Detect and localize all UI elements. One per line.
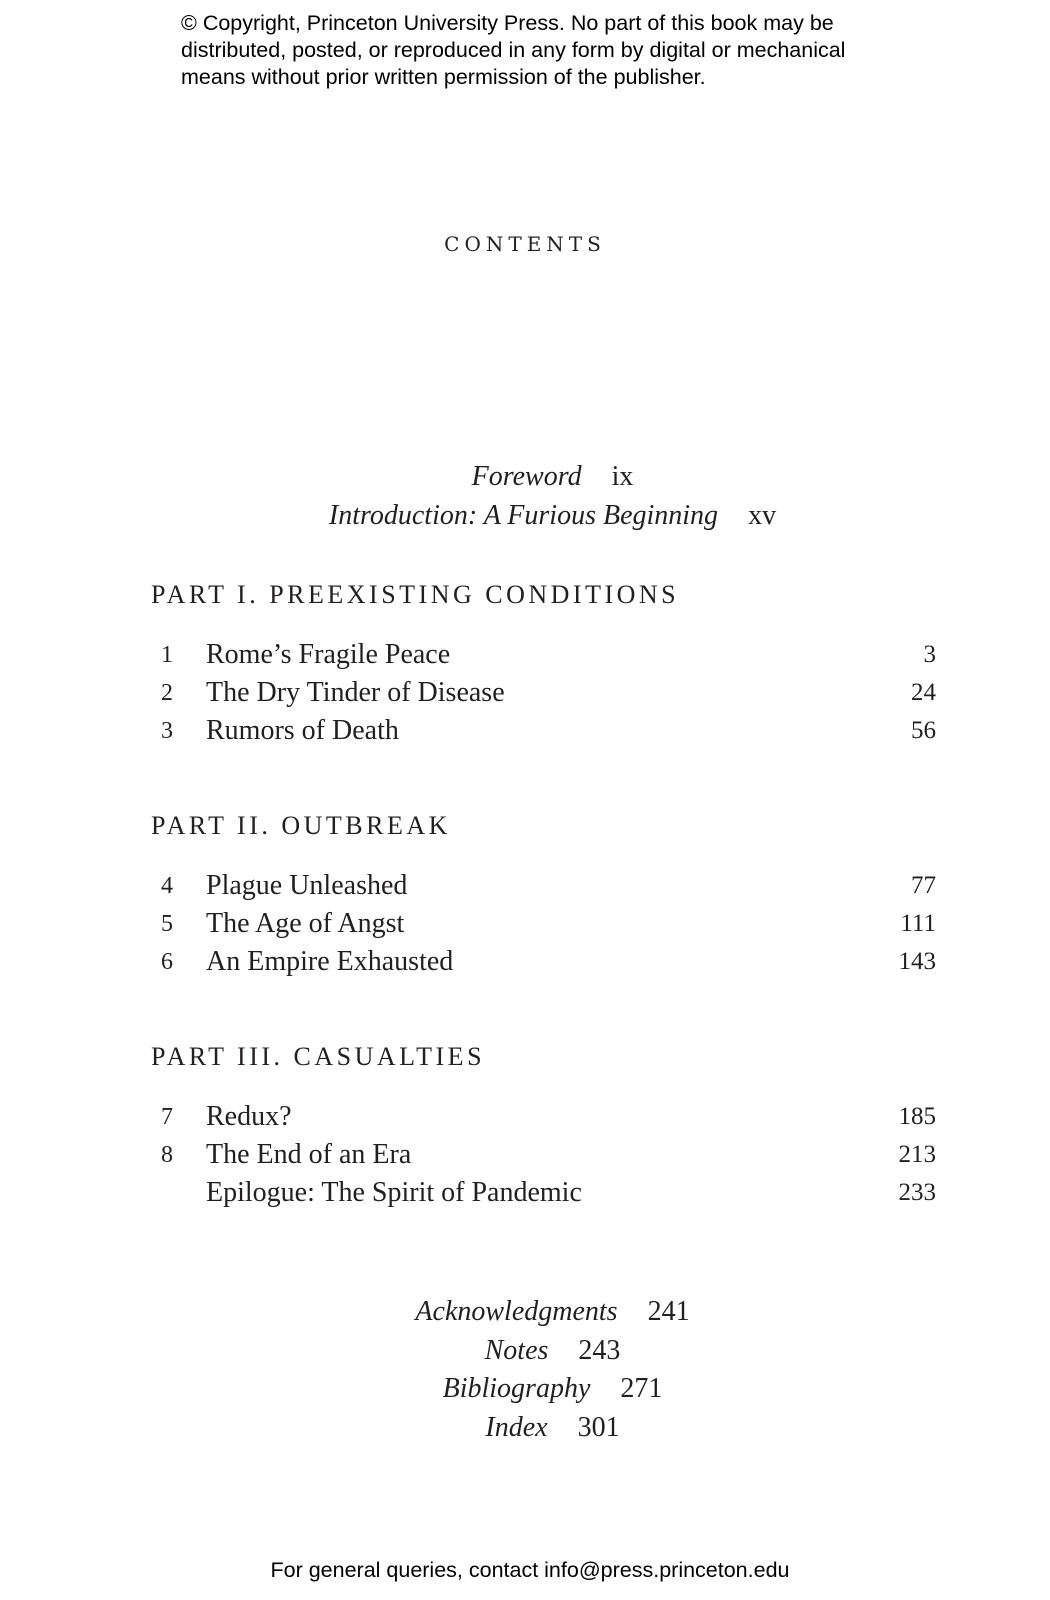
part-heading: PART I. PREEXISTING CONDITIONS (151, 580, 680, 609)
footer-contact: For general queries, contact info@press.princeton.edu (270, 1558, 790, 1582)
toc-entry[interactable] (151, 636, 936, 674)
chapter-title: Rome’s Fragile Peace (206, 639, 451, 670)
entry-page: 271 (620, 1373, 663, 1404)
chapter-page: 56 (911, 717, 936, 744)
chapter-title: Epilogue: The Spirit of Pandemic (206, 1177, 582, 1208)
chapter-page: 213 (898, 1141, 936, 1168)
toc-entry[interactable] (151, 943, 936, 981)
front-matter-entry[interactable] (0, 497, 1050, 536)
chapter-title: The Age of Angst (206, 908, 405, 939)
chapter-number: 7 (161, 1104, 173, 1130)
entry-title: Introduction: A Furious Beginning (328, 499, 719, 531)
back-matter-list (0, 1293, 1050, 1447)
toc-entry[interactable] (151, 905, 936, 943)
chapter-page: 143 (898, 948, 936, 975)
chapter-number: 1 (161, 642, 173, 668)
toc-entry[interactable] (151, 1098, 936, 1136)
entry-title: Foreword (471, 461, 582, 492)
copyright-line: means without prior written permission of the publisher. (181, 65, 706, 89)
entry-title: Index (485, 1411, 548, 1443)
front-matter-entry[interactable] (0, 458, 1050, 497)
entry-page: 301 (577, 1411, 620, 1443)
copyright-line: © Copyright, Princeton University Press. No part of this book may be (181, 11, 834, 35)
entry-title: Notes (484, 1334, 549, 1366)
back-matter-entry[interactable] (0, 1293, 1050, 1332)
chapter-page: 233 (898, 1179, 936, 1206)
part-heading: PART II. OUTBREAK (151, 811, 451, 840)
entry-page: 243 (578, 1334, 621, 1366)
chapter-number: 5 (161, 911, 173, 937)
toc-entry[interactable] (151, 712, 936, 750)
front-matter-list (0, 458, 1050, 535)
chapter-page: 3 (923, 641, 936, 668)
copyright-line: distributed, posted, or reproduced in any form by digital or mechanical (181, 38, 846, 62)
chapter-number: 3 (161, 718, 173, 744)
entry-page: ix (611, 461, 634, 492)
chapter-number: 2 (161, 680, 173, 706)
entry-title: Acknowledgments (415, 1296, 618, 1327)
chapter-page: 77 (911, 872, 936, 899)
back-matter-entry[interactable] (0, 1332, 1050, 1371)
chapter-page: 111 (900, 910, 936, 937)
back-matter-entry[interactable] (0, 1409, 1050, 1448)
chapter-number: 4 (161, 873, 173, 899)
toc-entry[interactable] (151, 1136, 936, 1174)
chapter-title: Redux? (206, 1101, 292, 1132)
chapter-number: 8 (161, 1142, 173, 1168)
chapter-title: An Empire Exhausted (206, 946, 454, 977)
entry-page: xv (748, 499, 777, 531)
copyright-notice (181, 10, 901, 91)
chapter-title: Plague Unleashed (206, 870, 408, 901)
chapter-page: 24 (911, 679, 936, 706)
chapter-title: The End of an Era (206, 1139, 412, 1170)
toc-entry[interactable] (151, 867, 936, 905)
entry-page: 241 (647, 1296, 690, 1327)
toc-entry[interactable] (151, 674, 936, 712)
back-matter-entry[interactable] (0, 1370, 1050, 1409)
contents-heading: contents (444, 224, 606, 258)
toc-entry[interactable] (151, 1174, 936, 1212)
entry-title: Bibliography (442, 1373, 591, 1404)
chapter-title: Rumors of Death (206, 715, 399, 746)
part-heading: PART III. CASUALTIES (151, 1042, 486, 1071)
chapter-title: The Dry Tinder of Disease (206, 677, 505, 708)
chapter-page: 185 (898, 1103, 936, 1130)
chapter-number: 6 (161, 949, 173, 975)
